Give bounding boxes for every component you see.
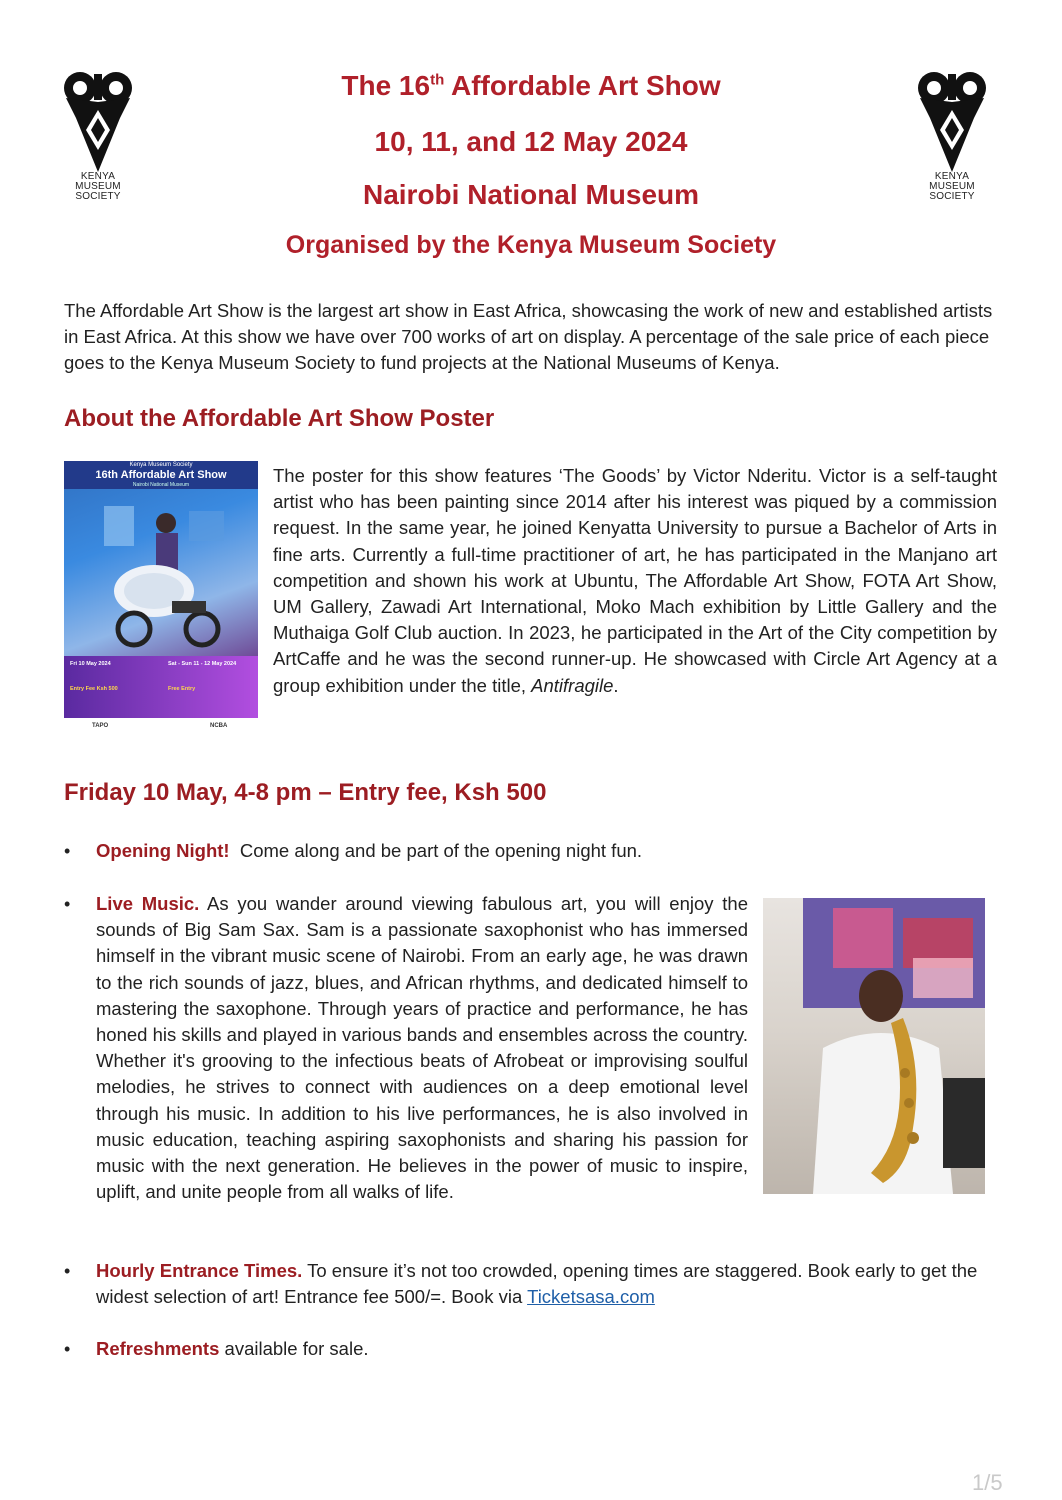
logo-text-line1: KENYA <box>934 171 970 182</box>
bullet-dot: • <box>64 1339 71 1359</box>
bio-end: . <box>613 674 619 696</box>
saxophonist-photo <box>763 898 985 1194</box>
poster-left-date: Fri 10 May 2024 <box>70 661 111 667</box>
logo-text-line1: KENYA <box>80 171 116 182</box>
friday-heading: Friday 10 May, 4-8 pm – Entry fee, Ksh 500 <box>64 779 547 806</box>
art-show-poster-image <box>64 461 258 737</box>
document-title <box>0 70 1062 102</box>
saxophonist-figure <box>763 898 985 1194</box>
bullet-dot: • <box>64 841 71 861</box>
logo-text-line3: SOCIETY <box>929 191 975 202</box>
logo-text-line3: SOCIETY <box>75 191 121 202</box>
logo-text-line2: MUSEUM <box>75 181 121 192</box>
event-dates: 10, 11, and 12 May 2024 <box>374 126 688 157</box>
about-poster-heading: About the Affordable Art Show Poster <box>64 405 495 432</box>
bullet-dot: • <box>64 894 71 914</box>
live-music-lead: Live Music. <box>96 893 200 914</box>
poster-painting-figure <box>94 501 234 651</box>
poster-venue: Nairobi National Museum <box>132 482 190 488</box>
opening-night-text: Come along and be part of the opening night fun. <box>229 840 643 861</box>
event-organiser: Organised by the Kenya Museum Society <box>285 231 777 259</box>
poster-right-date: Sat - Sun 11 - 12 May 2024 <box>168 661 237 667</box>
poster-right-fee: Free Entry <box>168 686 196 692</box>
artist-bio-paragraph <box>273 463 997 699</box>
poster-left-fee: Entry Fee Ksh 500 <box>70 686 118 692</box>
opening-night-lead: Opening Night! <box>96 840 230 861</box>
intro-paragraph: The Affordable Art Show is the largest art show in East Africa, showcasing the work of new and established artists in East Africa. At this show we have over 700 works of art on display. A percentage of the sale price of each piece goes to the Kenya Museum Society to fund projects at the National Museums of Kenya. <box>64 300 993 373</box>
entrance-times-lead: Hourly Entrance Times. <box>96 1260 303 1281</box>
refreshments-lead: Refreshments <box>96 1338 220 1359</box>
poster-title: 16th Affordable Art Show <box>95 469 227 481</box>
poster-org: Kenya Museum Society <box>129 462 193 468</box>
entrance-times-text: To ensure it’s not too crowded, opening times are staggered. Book early to get the widest selection of art! Entrance fee 500/=. Book via <box>96 1260 978 1308</box>
page-indicator: 1/5 <box>972 1470 1003 1495</box>
live-music-text: As you wander around viewing fabulous art, you will enjoy the sounds of Big Sam Sax. Sam is a passionate saxophonist who has immersed himself in the vibrant music scene of Nairobi. From an early age, he was drawn to the rich sounds of jazz, blues, and African rhythms, and dedicated himself to mastering the saxophone. Through years of practice and performance, he has honed his skills and played in various bands and ensembles across the country. Whether it's grooving to the infectious beats of Afrobeat or improvising soulful melodies, he strives to connect with audiences on a deep emotional level through his music. In addition to his live performances, he is also involved in music education, teaching aspiring saxophonists and sharing his passion for music with the next generation. He believes in the power of music to inspire, uplift, and unite people from all walks of life. <box>96 893 748 1203</box>
refreshments-text: available for sale. <box>219 1338 369 1359</box>
ticketsasa-link[interactable]: Ticketsasa.com <box>527 1286 655 1308</box>
bullet-dot: • <box>64 1261 71 1281</box>
bio-exhibition-title: Antifragile <box>531 674 614 696</box>
logo-text-line2: MUSEUM <box>929 181 975 192</box>
event-venue: Nairobi National Museum <box>362 179 700 210</box>
poster-sponsor-2: NCBA <box>210 723 228 729</box>
poster-sponsor-1: TAPO <box>92 723 109 729</box>
title-suffix: Affordable Art Show <box>444 70 721 101</box>
title-superscript: th <box>430 71 445 89</box>
bio-text: The poster for this show features ‘The Goods’ by Victor Nderitu. Victor is a self-taught artist who has been painting since 2014 after his interest was piqued by a commission request. In the same year, he joined Kenyatta University to pursue a Bachelor of Arts in fine arts. Currently a full-time practitioner of art, he has participated in the Manjano art competition and shown his work at Ubuntu, The Affordable Art Show, FOTA Art Show, UM Gallery, Zawadi Art International, Moko Mach exhibition by Little Gallery and the Muthaiga Golf Club auction. In 2023, he participated in the Art of the City competition by ArtCaffe and he was the second runner-up. He showcased with Circle Art Agency at a group exhibition under the title, <box>273 465 997 696</box>
title-prefix: The 16 <box>341 70 431 101</box>
